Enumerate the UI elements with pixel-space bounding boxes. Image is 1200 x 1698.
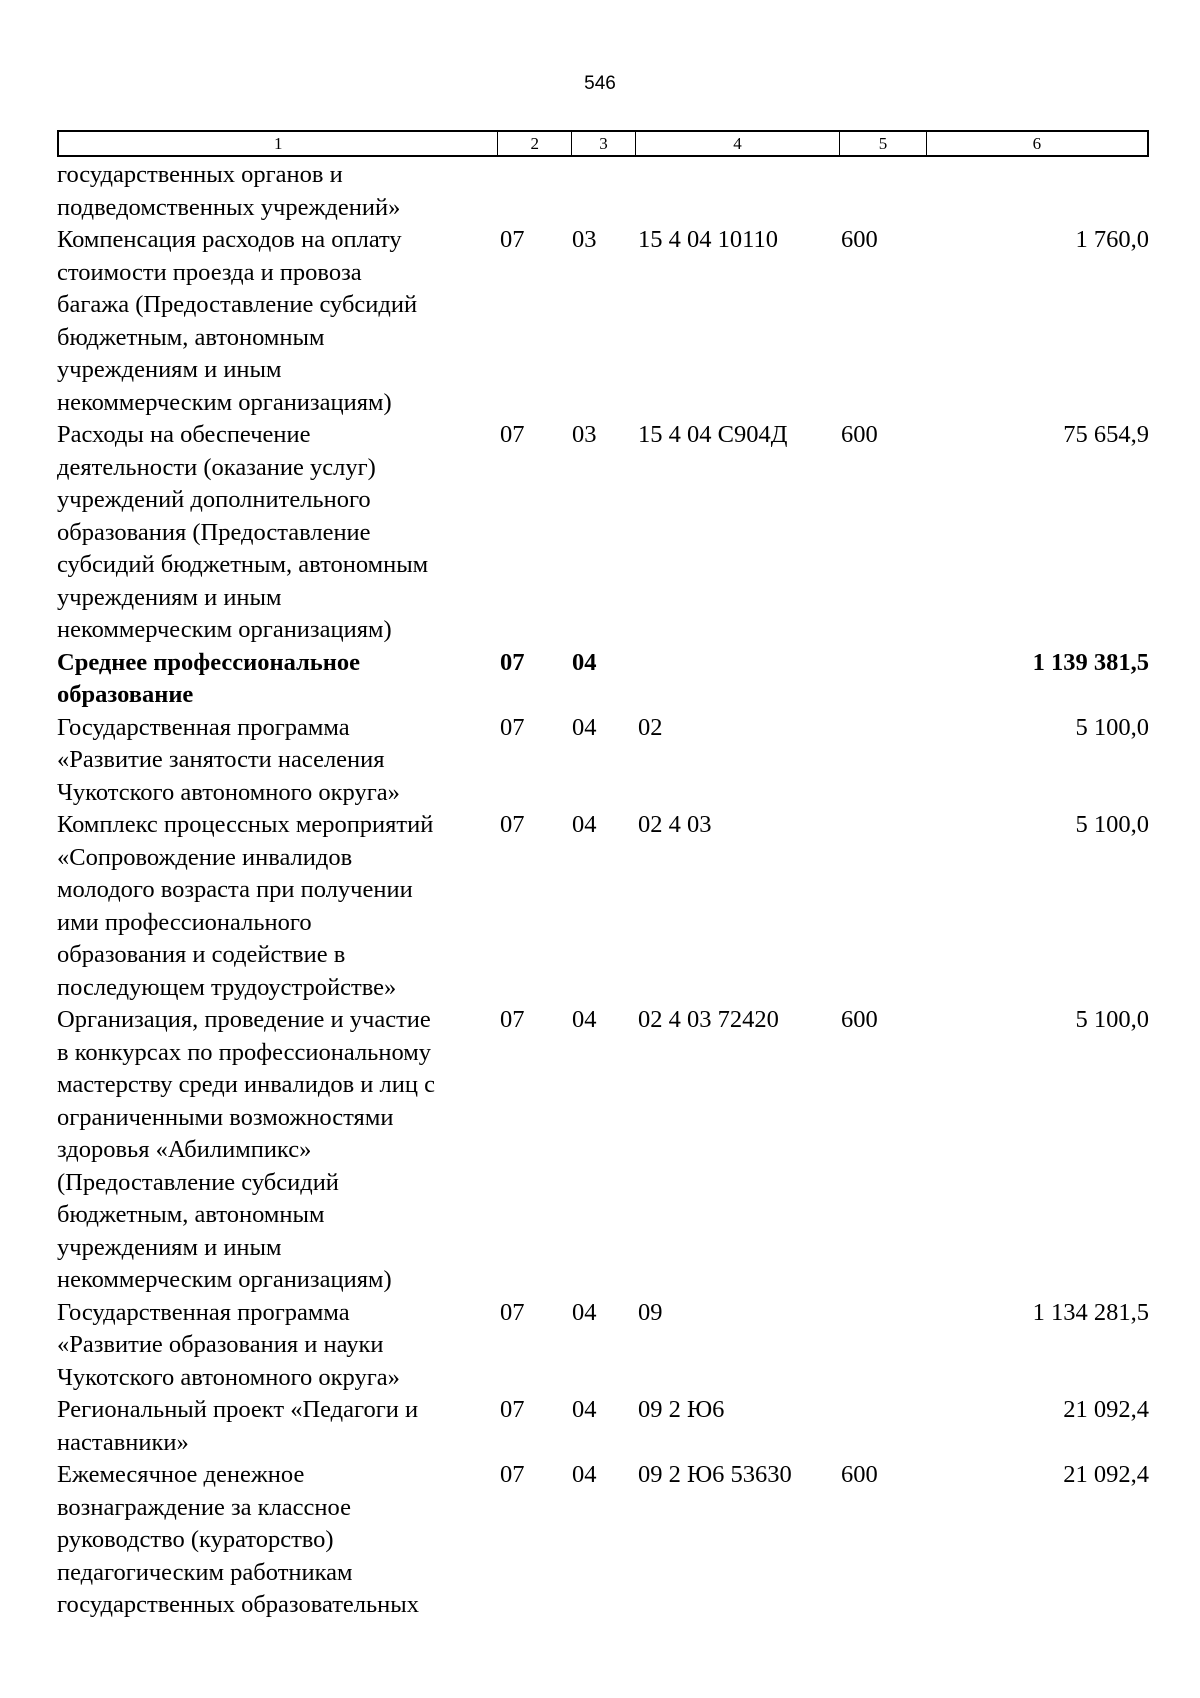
- table-row: [57, 419, 1149, 647]
- table-row-section-total: [57, 647, 1149, 712]
- row-section: 07: [500, 1298, 525, 1326]
- row-expense-type: 600: [841, 226, 878, 253]
- table-body: [57, 159, 1149, 1622]
- table-header: [57, 130, 1149, 157]
- row-name: Компенсация расходов на оплату стоимости проезда и провоза багажа (Предоставление субсидий бюджетным, автономным учреждениям и иным некоммерческим организациям): [57, 226, 418, 416]
- row-amount: 21 092,4: [1063, 1461, 1149, 1488]
- row-name: Среднее профессиональное образование: [57, 648, 361, 708]
- row-expense-type: 600: [841, 1461, 878, 1488]
- row-target-code: 02 4 03: [638, 811, 712, 838]
- header-cell-2: 2: [498, 132, 572, 155]
- row-target-code: 02 4 03 72420: [638, 1006, 779, 1033]
- table-row: [57, 1004, 1149, 1297]
- row-section: 07: [500, 713, 525, 741]
- table-row: [57, 1394, 1149, 1459]
- row-target-code: 02: [638, 713, 663, 741]
- row-amount: 75 654,9: [1063, 421, 1149, 448]
- page-number: 546: [584, 73, 616, 94]
- table-row: [57, 224, 1149, 419]
- table-row: [57, 1297, 1149, 1395]
- row-section: 07: [500, 1461, 525, 1488]
- row-section: 07: [500, 1006, 525, 1033]
- row-section: 07: [500, 1396, 525, 1423]
- table-row: [57, 1459, 1149, 1622]
- row-subsection: 04: [572, 713, 597, 741]
- row-subsection: 04: [572, 648, 597, 676]
- table-row: [57, 712, 1149, 810]
- row-name: Организация, проведение и участие в конкурсах по профессиональному мастерству среди инвалидов и лиц с ограниченными возможностями здоровья «Абилимпикс» (Предоставление субсидий бюджетным, автономным учреждениям и иным некоммерческим организациям): [57, 1006, 435, 1293]
- row-section: 07: [500, 648, 525, 676]
- row-subsection: 04: [572, 1396, 597, 1423]
- header-cell-6: 6: [1032, 134, 1042, 153]
- row-name: Государственная программа «Развитие занятости населения Чукотского автономного округа»: [57, 713, 400, 806]
- row-subsection: 03: [572, 421, 597, 448]
- row-subsection: 03: [572, 226, 597, 253]
- header-cell-3: 3: [572, 132, 636, 155]
- row-expense-type: 600: [841, 421, 878, 448]
- row-name: Региональный проект «Педагоги и наставники»: [57, 1396, 419, 1456]
- row-amount: 5 100,0: [1075, 1006, 1149, 1033]
- row-subsection: 04: [572, 811, 597, 838]
- row-target-code: 09: [638, 1298, 663, 1326]
- row-subsection: 04: [572, 1298, 597, 1326]
- row-name: Комплекс процессных мероприятий «Сопровождение инвалидов молодого возраста при получении ими профессионального образования и содействие в последующем трудоустройстве»: [57, 811, 434, 1001]
- row-amount: 5 100,0: [1075, 811, 1149, 838]
- row-target-code: 09 2 Ю6 53630: [638, 1461, 792, 1488]
- row-section: 07: [500, 421, 525, 448]
- row-subsection: 04: [572, 1006, 597, 1033]
- row-amount: 1 134 281,5: [1032, 1298, 1149, 1326]
- table-row: [57, 809, 1149, 1004]
- row-amount: 1 139 381,5: [1032, 648, 1149, 676]
- row-name: государственных органов и подведомственных учреждений»: [57, 161, 401, 221]
- row-section: 07: [500, 226, 525, 253]
- header-cell-4: 4: [636, 132, 840, 155]
- header-cell-1: 1: [59, 132, 498, 155]
- row-name: Расходы на обеспечение деятельности (оказание услуг) учреждений дополнительного образования (Предоставление субсидий бюджетным, автономным учреждениям и иным некоммерческим организациям): [57, 421, 429, 643]
- row-amount: 5 100,0: [1075, 713, 1149, 741]
- table-row: [57, 159, 1149, 224]
- row-target-code: 15 4 04 С904Д: [638, 421, 788, 448]
- row-name: Государственная программа «Развитие образования и науки Чукотского автономного округа»: [57, 1298, 400, 1391]
- header-cell-5: 5: [840, 132, 927, 155]
- row-target-code: 09 2 Ю6: [638, 1396, 725, 1423]
- row-amount: 1 760,0: [1075, 226, 1149, 253]
- row-name: Ежемесячное денежное вознаграждение за классное руководство (кураторство) педагогическим работникам государственных образовательных: [57, 1461, 419, 1618]
- row-subsection: 04: [572, 1461, 597, 1488]
- row-expense-type: 600: [841, 1006, 878, 1033]
- row-section: 07: [500, 811, 525, 838]
- row-target-code: 15 4 04 10110: [638, 226, 778, 253]
- row-amount: 21 092,4: [1063, 1396, 1149, 1423]
